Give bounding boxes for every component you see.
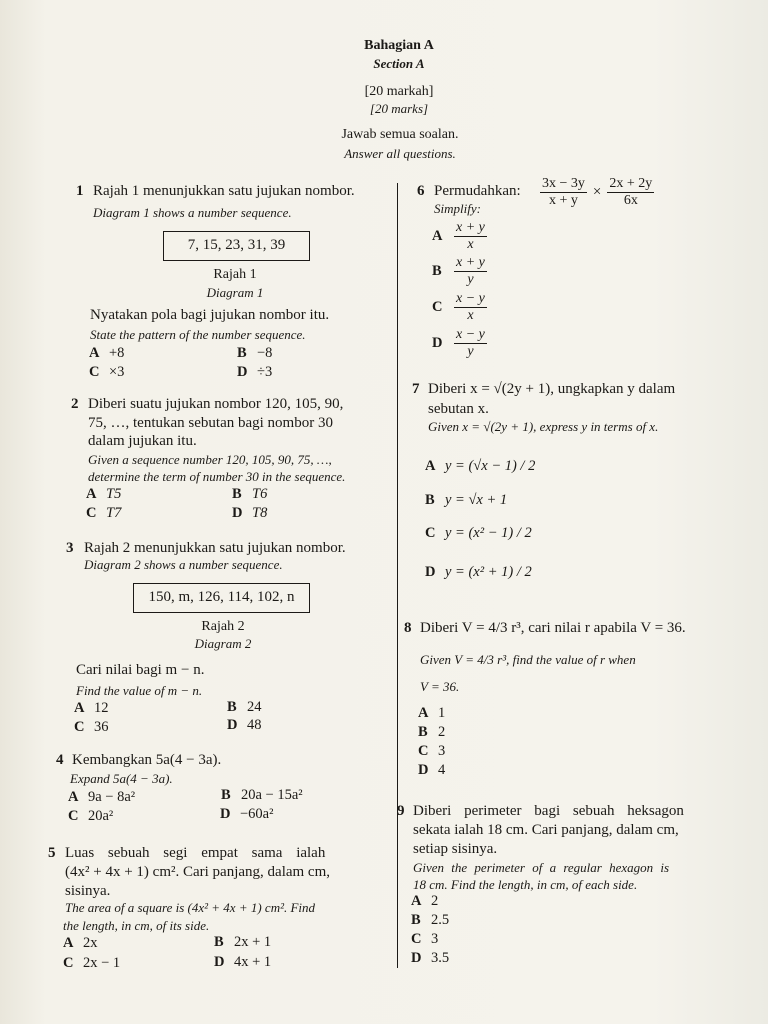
q1-option-a[interactable]: A +8: [89, 345, 125, 361]
q5-number: 5: [48, 845, 56, 861]
q3-number: 3: [66, 540, 74, 556]
q3-diagram-label-my: Rajah 2: [201, 619, 245, 634]
q7-option-d[interactable]: D y = (x² + 1) / 2: [425, 564, 532, 580]
q3-option-a[interactable]: A 12: [74, 700, 109, 716]
q7-text-my-2: sebutan x.: [428, 401, 489, 417]
q1-diagram-label-en: Diagram 1: [206, 285, 264, 300]
q7-option-a[interactable]: A y = (√x − 1) / 2: [425, 458, 536, 474]
q1-text-en: Diagram 1 shows a number sequence.: [93, 205, 292, 220]
q1-option-c[interactable]: C ×3: [89, 364, 125, 380]
q6-expression: $\frac{3x - 3y}{x + y}$ × $\frac{2x + 2y}{6x}$: [542, 176, 653, 208]
q8-option-b[interactable]: B 2: [418, 724, 446, 740]
marks-en: [20 marks]: [369, 101, 429, 116]
column-divider: [397, 183, 398, 968]
q2-option-a[interactable]: A T5: [86, 486, 122, 502]
q8-option-d[interactable]: D 4: [418, 762, 446, 778]
q4-option-a[interactable]: A 9a − 8a²: [68, 789, 136, 805]
q2-number: 2: [71, 396, 79, 412]
q2-option-b[interactable]: B T6: [232, 486, 268, 502]
q6-option-d[interactable]: D $\frac{x - y}{y}$: [432, 327, 485, 359]
q9-option-d[interactable]: D 3.5: [411, 950, 450, 966]
q6-option-c[interactable]: C $\frac{x - y}{x}$: [432, 291, 485, 323]
q7-option-c[interactable]: C y = (x² − 1) / 2: [425, 525, 532, 541]
q3-text-my: Rajah 2 menunjukkan satu jujukan nombor.: [84, 540, 346, 556]
q9-option-c[interactable]: C 3: [411, 931, 439, 947]
q5-option-b[interactable]: B 2x + 1: [214, 934, 272, 950]
instruction-en: Answer all questions.: [344, 146, 456, 161]
q5-option-c[interactable]: C 2x − 1: [63, 955, 121, 971]
q9-text-my-2: sekata ialah 18 cm. Cari panjang, dalam cm,: [413, 822, 679, 838]
q1-option-d[interactable]: D ÷3: [237, 364, 273, 380]
q5-option-d[interactable]: D 4x + 1: [214, 954, 272, 970]
q3-option-d[interactable]: D 48: [227, 717, 262, 733]
q9-option-a[interactable]: A 2: [411, 893, 439, 909]
q8-option-c[interactable]: C 3: [418, 743, 446, 759]
q2-text-my-2: 75, …, tentukan sebutan bagi nombor 30: [88, 415, 333, 431]
marks-my: [20 markah]: [364, 84, 434, 99]
q5-text-en-2: the length, in cm, of its side.: [63, 918, 210, 933]
q7-option-b[interactable]: B y = √x + 1: [425, 492, 508, 508]
q7-text-en: Given x = √(2y + 1), express y in terms of x.: [428, 419, 659, 434]
q4-text-my: Kembangkan 5a(4 − 3a).: [72, 752, 222, 768]
q2-option-d[interactable]: D T8: [232, 505, 268, 521]
q1-diagram-label-my: Rajah 1: [213, 267, 257, 282]
q3-text-en: Diagram 2 shows a number sequence.: [84, 557, 283, 572]
q5-text-my-2: (4x² + 4x + 1) cm². Cari panjang, dalam cm,: [65, 864, 331, 880]
q5-text-en-1: The area of a square is (4x² + 4x + 1) cm². Find: [65, 900, 316, 915]
q5-text-my-3: sisinya.: [65, 883, 111, 899]
q2-option-c[interactable]: C T7: [86, 505, 122, 521]
q4-option-b[interactable]: B 20a − 15a²: [221, 787, 303, 803]
q4-option-d[interactable]: D −60a²: [220, 806, 274, 822]
q4-option-c[interactable]: C 20a²: [68, 808, 114, 824]
q3-sequence: 150, m, 126, 114, 102, n: [148, 589, 295, 605]
q8-number: 8: [404, 620, 412, 636]
q9-option-b[interactable]: B 2.5: [411, 912, 450, 928]
q8-text-my: Diberi V = 4/3 r³, cari nilai r apabila V = 36.: [420, 620, 686, 636]
q6-text-en: Simplify:: [434, 201, 481, 216]
q6-number: 6: [417, 183, 425, 199]
q2-text-en-1: Given a sequence number 120, 105, 90, 75, …,: [88, 452, 332, 467]
section-title-my: Bahagian A: [364, 38, 434, 53]
q3-ask-en: Find the value of m − n.: [76, 683, 203, 698]
q1-option-b[interactable]: B −8: [237, 345, 273, 361]
q8-text-en-1: Given V = 4/3 r³, find the value of r when: [420, 652, 636, 667]
q2-text-my-3: dalam jujukan itu.: [88, 433, 197, 449]
q3-option-c[interactable]: C 36: [74, 719, 109, 735]
q3-diagram-label-en: Diagram 2: [194, 636, 252, 651]
q9-number: 9: [397, 803, 405, 819]
q1-ask-my: Nyatakan pola bagi jujukan nombor itu.: [90, 307, 330, 323]
q2-text-en-2: determine the term of number 30 in the sequence.: [88, 469, 346, 484]
q3-option-b[interactable]: B 24: [227, 699, 262, 715]
q6-text-my: Permudahkan:: [434, 183, 521, 199]
q5-option-a[interactable]: A 2x: [63, 935, 98, 951]
q6-option-a[interactable]: A $\frac{x + y}{x}$: [432, 220, 485, 252]
q7-number: 7: [412, 381, 420, 397]
q1-number: 1: [76, 183, 84, 199]
q1-ask-en: State the pattern of the number sequence.: [90, 327, 306, 342]
section-title-en: Section A: [373, 56, 425, 71]
q7-text-my-1: Diberi x = √(2y + 1), ungkapkan y dalam: [428, 381, 676, 397]
q2-text-my-1: Diberi suatu jujukan nombor 120, 105, 90,: [88, 396, 344, 412]
q8-text-en-2: V = 36.: [420, 679, 460, 694]
q9-text-my-3: setiap sisinya.: [413, 841, 498, 857]
q3-ask-my: Cari nilai bagi m − n.: [76, 662, 205, 678]
q1-sequence: 7, 15, 23, 31, 39: [187, 237, 286, 253]
q1-text-my: Rajah 1 menunjukkan satu jujukan nombor.: [93, 183, 355, 199]
q4-number: 4: [56, 752, 64, 768]
q5-text-my-1: Luas sebuah segi empat sama ialah: [65, 845, 326, 861]
q9-text-en-2: 18 cm. Find the length, in cm, of each side.: [413, 877, 638, 892]
q9-text-my-1: Diberi perimeter bagi sebuah heksagon: [413, 803, 684, 819]
q8-option-a[interactable]: A 1: [418, 705, 446, 721]
q6-option-b[interactable]: B $\frac{x + y}{y}$: [432, 255, 485, 287]
q9-text-en-1: Given the perimeter of a regular hexagon is: [413, 860, 670, 875]
instruction-my: Jawab semua soalan.: [341, 127, 459, 142]
q4-text-en: Expand 5a(4 − 3a).: [70, 771, 173, 786]
